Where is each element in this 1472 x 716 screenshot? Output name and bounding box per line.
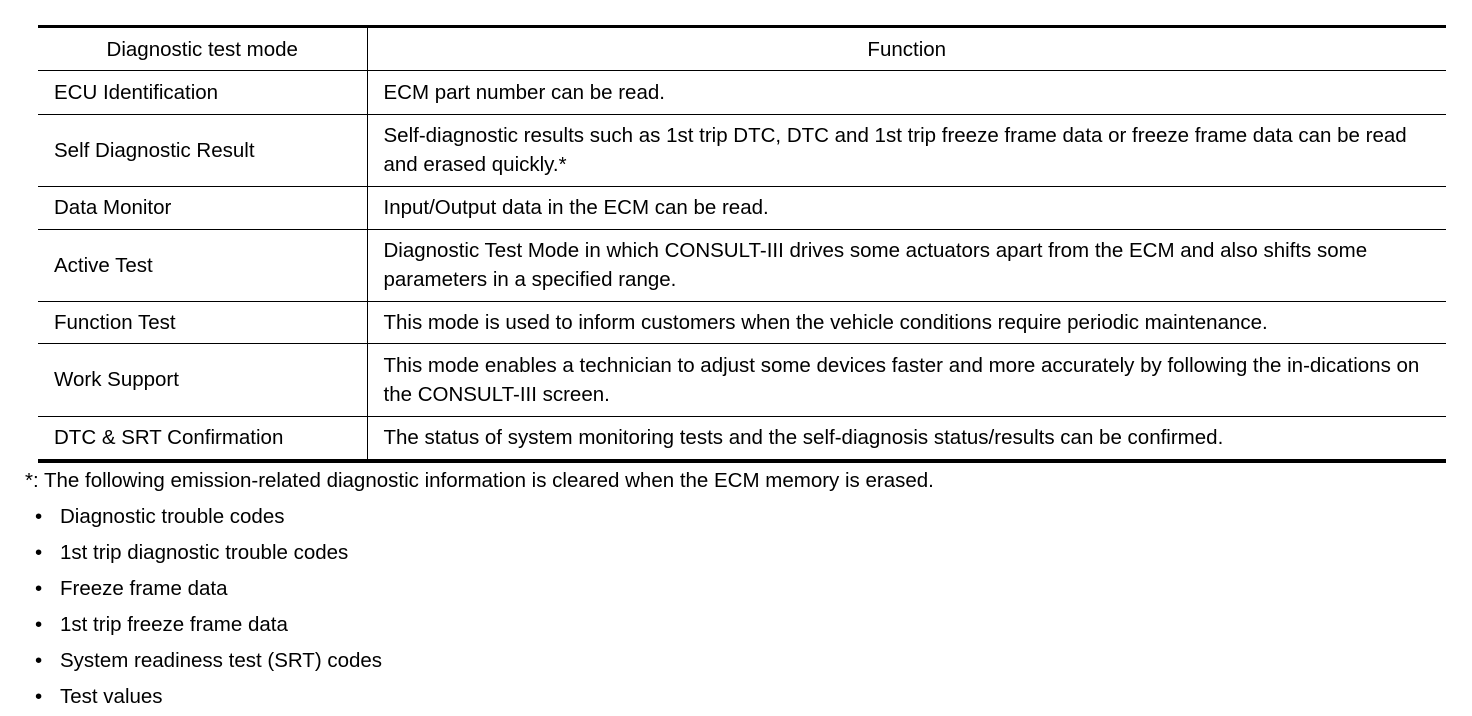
list-item-text: Test values (60, 684, 163, 708)
list-item (35, 571, 1446, 607)
bullet-icon: • (35, 648, 43, 672)
bullet-icon: • (35, 540, 43, 564)
table-row (38, 230, 1446, 302)
bullet-icon: • (35, 612, 43, 636)
list-item-text: 1st trip diagnostic trouble codes (60, 540, 349, 564)
list-item (35, 607, 1446, 643)
row-mode: Work Support (38, 344, 367, 417)
list-item-text: 1st trip freeze frame data (60, 612, 288, 636)
footnote-list (35, 499, 1446, 715)
table-header-row (38, 27, 1446, 71)
list-item (35, 535, 1446, 571)
row-function: Diagnostic Test Mode in which CONSULT-III drives some actuators apart from the ECM and also shifts some parameters in a specified range. (367, 230, 1446, 302)
bullet-icon: • (35, 576, 43, 600)
list-item-text: Diagnostic trouble codes (60, 504, 285, 528)
row-function: The status of system monitoring tests and the self-diagnosis status/results can be confirmed. (367, 417, 1446, 461)
row-function: Input/Output data in the ECM can be read. (367, 187, 1446, 230)
header-mode: Diagnostic test mode (38, 27, 367, 71)
list-item-text: System readiness test (SRT) codes (60, 648, 383, 672)
footnote-section (25, 463, 1446, 715)
row-mode: Function Test (38, 302, 367, 344)
header-function: Function (367, 27, 1446, 71)
footnote-text: *: The following emission-related diagnostic information is cleared when the ECM memory is erased. (25, 468, 934, 492)
row-mode: ECU Identification (38, 71, 367, 115)
row-function: This mode is used to inform customers when the vehicle conditions require periodic maintenance. (367, 302, 1446, 344)
table-row (38, 302, 1446, 344)
table-row (38, 187, 1446, 230)
table-row (38, 417, 1446, 461)
bullet-icon: • (35, 504, 43, 528)
row-function: ECM part number can be read. (367, 71, 1446, 115)
diagnostic-mode-table (38, 25, 1446, 463)
row-mode: Self Diagnostic Result (38, 115, 367, 187)
row-mode: Data Monitor (38, 187, 367, 230)
row-function: Self-diagnostic results such as 1st trip DTC, DTC and 1st trip freeze frame data or freeze frame data can be read and erased quickly.* (367, 115, 1446, 187)
row-mode: Active Test (38, 230, 367, 302)
bullet-icon: • (35, 684, 43, 708)
table-row (38, 71, 1446, 115)
row-function: This mode enables a technician to adjust some devices faster and more accurately by following the in-dications on the CONSULT-III screen. (367, 344, 1446, 417)
document (25, 25, 1446, 715)
list-item-text: Freeze frame data (60, 576, 228, 600)
list-item (35, 499, 1446, 535)
list-item (35, 643, 1446, 679)
table-row (38, 115, 1446, 187)
row-mode: DTC & SRT Confirmation (38, 417, 367, 461)
table-row (38, 344, 1446, 417)
list-item (35, 679, 1446, 715)
